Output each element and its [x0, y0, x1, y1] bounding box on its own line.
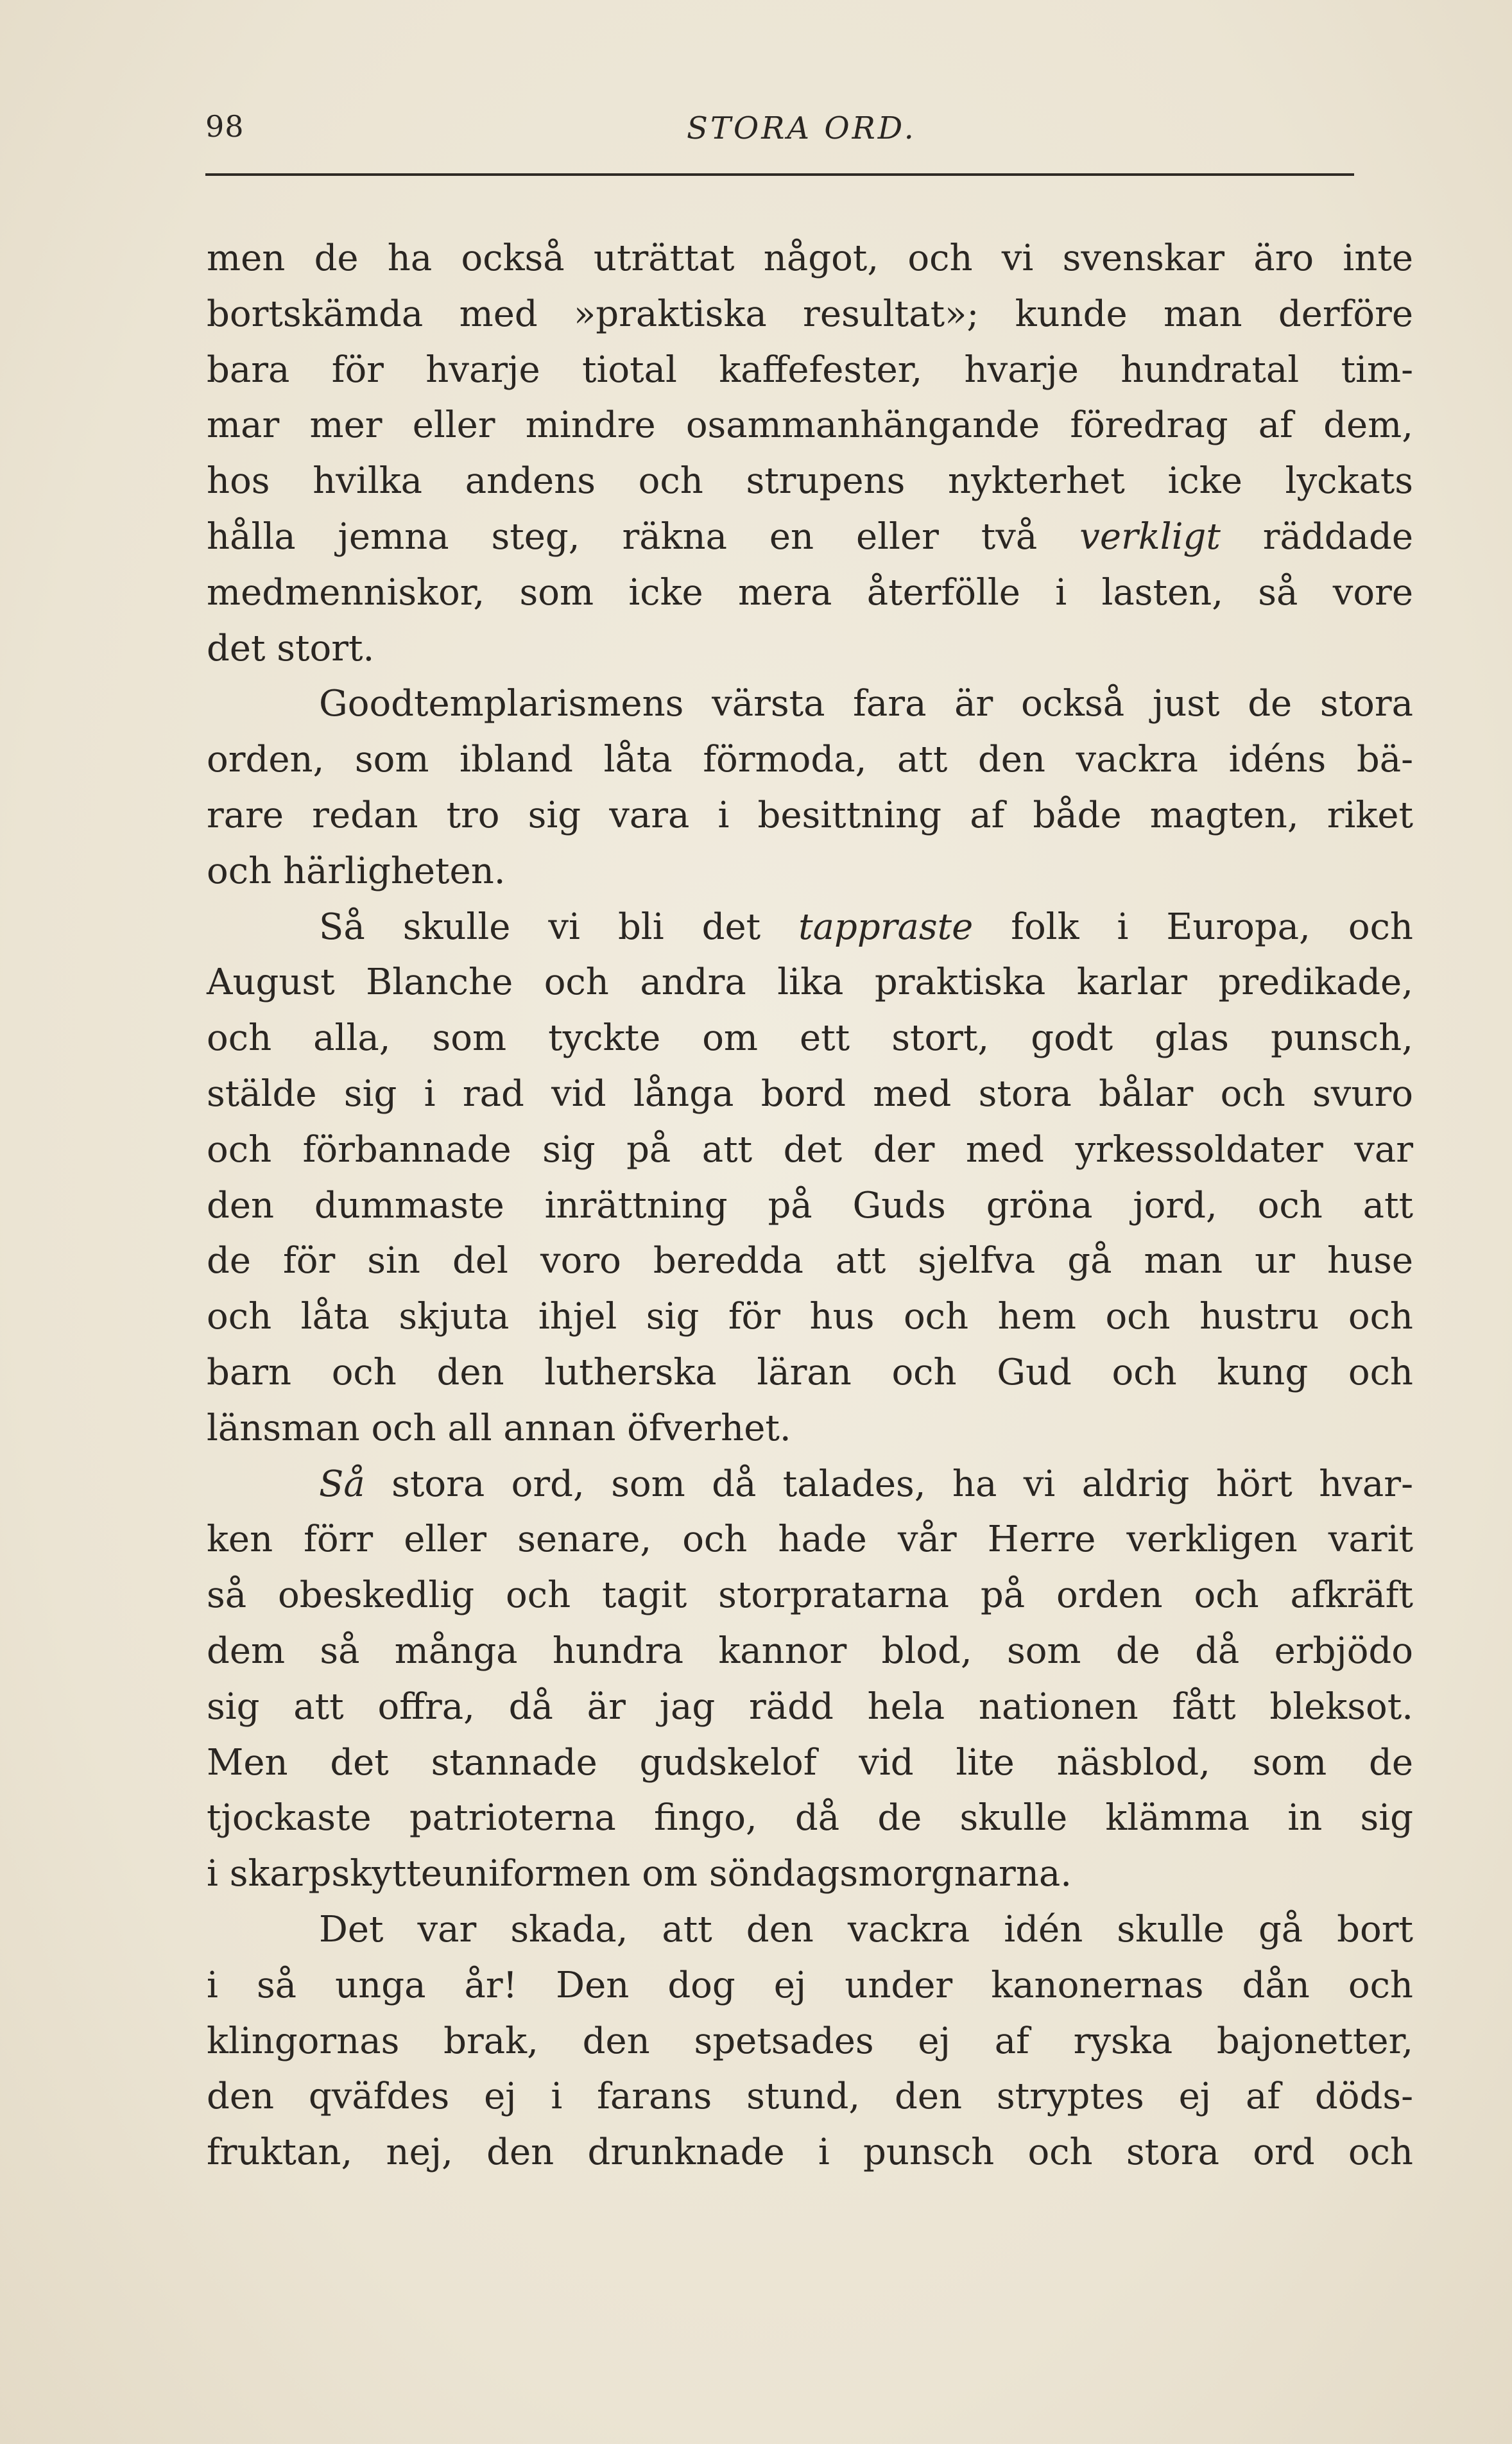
text-line: Goodtemplarismens värsta fara är också just de stora [319, 683, 1413, 725]
italic-word: Så [319, 1463, 365, 1505]
text-line: men de ha också uträttat något, och vi svenskar äro inte [207, 237, 1413, 279]
text-line: Men det stannade gudskelof vid lite näsblod, som de [207, 1741, 1413, 1784]
text-line: länsman och all annan öfverhet. [207, 1407, 791, 1449]
italic-word: tappraste [798, 906, 974, 948]
text-line: tjockaste patrioterna fingo, då de skulle klämma in sig [207, 1797, 1413, 1839]
text-line: och förbannade sig på att det der med yrkessoldater var [207, 1128, 1413, 1171]
header-rule [205, 173, 1354, 176]
text-run: folk i Europa, och [1011, 906, 1413, 948]
text-line: fruktan, nej, den drunknade i punsch och stora ord och [207, 2131, 1413, 2174]
text-run: stora ord, som då talades, ha vi aldrig hört hvar- [391, 1463, 1413, 1505]
running-head: STORA ORD. [687, 110, 916, 146]
text-run: räddade [1262, 515, 1413, 558]
text-line: orden, som ibland låta förmoda, att den vackra idéns bä- [207, 739, 1413, 781]
text-line: så obeskedlig och tagit storpratarna på orden och afkräft [207, 1574, 1413, 1617]
text-line: och låta skjuta ihjel sig för hus och hem och hustru och [207, 1296, 1413, 1338]
page-number: 98 [205, 109, 245, 144]
text-line [207, 510, 1413, 565]
text-line: och alla, som tyckte om ett stort, godt glas punsch, [207, 1017, 1413, 1060]
text-line: sig att offra, då är jag rädd hela nationen fått bleksot. [207, 1685, 1413, 1728]
text-line: det stort. [207, 627, 375, 669]
text-line: i så unga år! Den dog ej under kanonernas dån och [207, 1964, 1413, 2006]
text-line: bortskämda med »praktiska resultat»; kunde man derföre [207, 293, 1413, 335]
text-line: ken förr eller senare, och hade vår Herre verkligen varit [207, 1519, 1413, 1561]
text-line: den qväfdes ej i farans stund, den stryptes ej af döds- [207, 2076, 1413, 2118]
text-run: hålla jemna steg, räkna en eller två [207, 515, 1038, 558]
text-line: barn och den lutherska läran och Gud och kung och [207, 1351, 1413, 1393]
text-line: mar mer eller mindre osammanhängande föredrag af dem, [207, 404, 1413, 447]
page-header [205, 109, 1354, 154]
italic-word: verkligt [1079, 515, 1221, 558]
text-line: stälde sig i rad vid långa bord med stora bålar och svuro [207, 1072, 1413, 1115]
text-line [207, 900, 1413, 956]
text-line: i skarpskytteuniformen om söndagsmorgnarna. [207, 1853, 1072, 1895]
text-line: bara för hvarje tiotal kaffefester, hvarje hundratal tim- [207, 349, 1413, 391]
text-line: hos hvilka andens och strupens nykterhet icke lyckats [207, 460, 1413, 503]
body-text [207, 231, 1413, 2181]
text-line: den dummaste inrättning på Guds gröna jord, och att [207, 1184, 1413, 1226]
text-line: dem så många hundra kannor blod, som de då erbjödo [207, 1630, 1413, 1672]
text-line: medmenniskor, som icke mera återfölle i lasten, så vore [207, 571, 1413, 614]
text-line: klingornas brak, den spetsades ej af ryska bajonetter, [207, 2020, 1413, 2062]
text-run: Så skulle vi bli det [319, 906, 761, 948]
text-line: August Blanche och andra lika praktiska karlar predikade, [207, 961, 1413, 1004]
text-line: de för sin del voro beredda att sjelfva gå man ur huse [207, 1240, 1413, 1282]
text-line: rare redan tro sig vara i besittning af både magten, riket [207, 794, 1413, 836]
text-line [207, 1457, 1413, 1513]
text-line: Det var skada, att den vackra idén skulle gå bort [319, 1908, 1413, 1950]
text-line: och härligheten. [207, 850, 506, 892]
